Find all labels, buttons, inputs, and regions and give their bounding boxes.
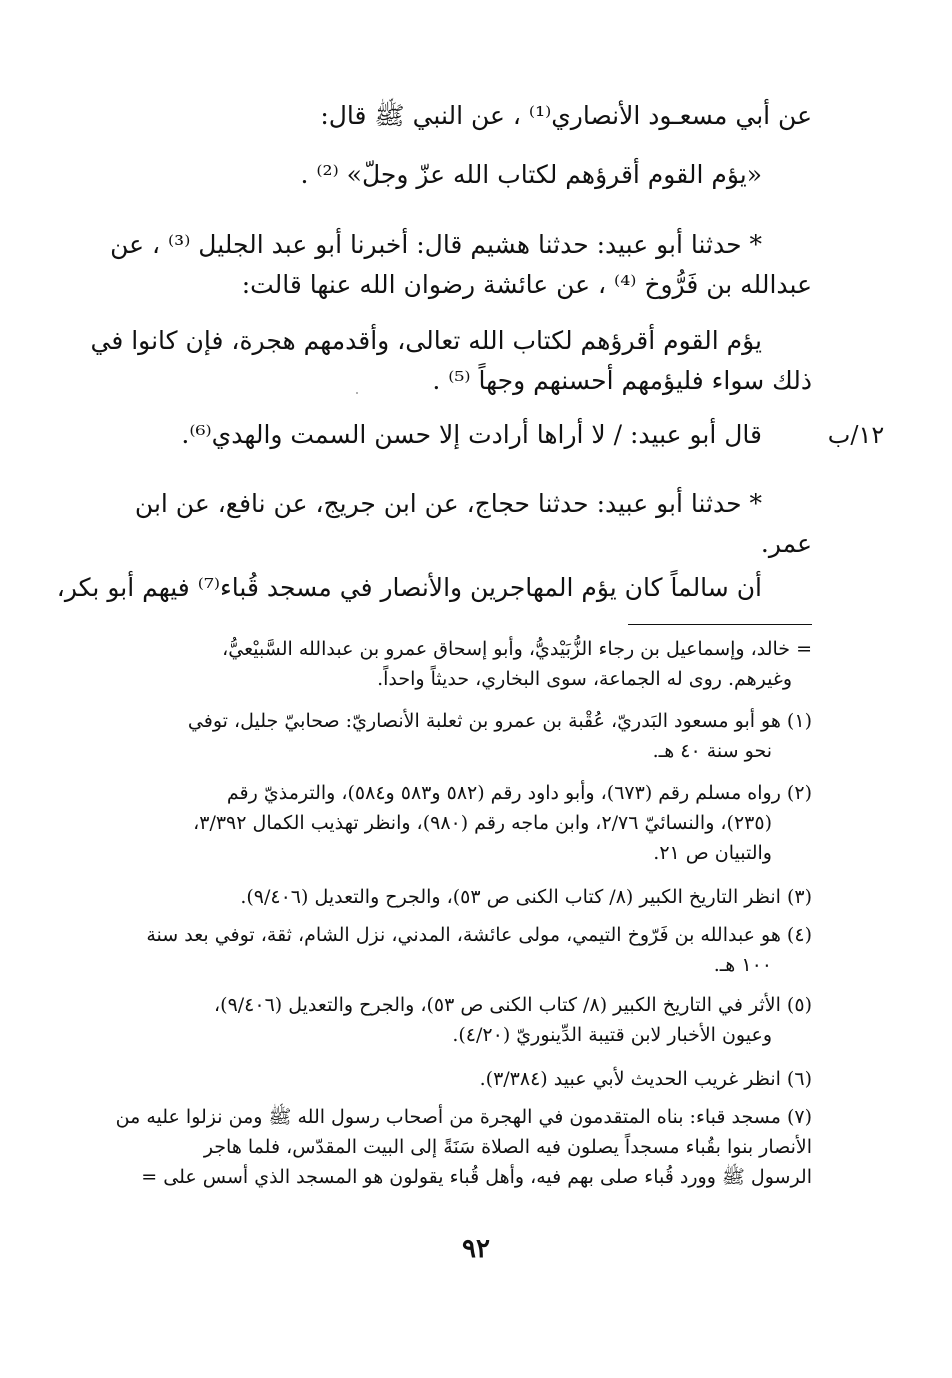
footnote-line: (١) هو أبو مسعود البَدريّ، عُقْبة بن عمرو بن ثعلبة الأنصاريّ: صحابيّ جليل، توفي <box>187 710 812 732</box>
footnote-line: ١٠٠ هـ. <box>713 954 772 976</box>
footnote-line: (٢) رواه مسلم رقم (٦٧٣)، وأبو داود رقم (٥٨٢ و٥٨٣ و٥٨٤)، والترمذيّ رقم <box>226 782 812 804</box>
footnote-line: (٥) الأثر في التاريخ الكبير (٨/ كتاب الكنى ص ٥٣)، والجرح والتعديل (٩/٤٠٦)، <box>214 994 812 1016</box>
footnote-5 <box>112 990 812 1050</box>
footnote-line: وعيون الأخبار لابن قتيبة الدِّينوريّ (٤/٢٠). <box>452 1024 772 1046</box>
main-text-line-10: أن سالماً كان يؤم المهاجرين والأنصار في مسجد قُباء⁽⁷⁾ فيهم أبو بكر، <box>56 573 762 602</box>
footnote-line: الرسول ﷺ وورد قُباء صلى بهم فيه، وأهل قُباء يقولون هو المسجد الذي أسس على = <box>141 1166 812 1188</box>
footnote-line: نحو سنة ٤٠ هـ. <box>652 740 772 762</box>
footnote-line: الأنصار بنوا بقُباء مسجداً يصلون فيه الصلاة سَنَةً إلى البيت المقدّس، فلما هاجر <box>203 1136 812 1158</box>
main-text-line-9: عمر. <box>760 529 812 558</box>
footnote-1 <box>112 706 812 766</box>
main-text-line-4: عبدالله بن فَرُّوخ ⁽⁴⁾ ، عن عائشة رضوان الله عنها قالت: <box>241 270 812 299</box>
main-text-line-5: يؤم القوم أقرؤهم لكتاب الله تعالى، وأقدمهم هجرة، فإن كانوا في <box>90 326 762 355</box>
footnote-line: (٦) انظر غريب الحديث لأبي عبيد (٣/٣٨٤). <box>479 1068 812 1090</box>
footnote-2 <box>112 778 812 868</box>
footnote-3 <box>112 882 812 912</box>
footnote-line: (٧) مسجد قباء: بناه المتقدمون في الهجرة من أصحاب رسول الله ﷺ ومن نزلوا عليه من <box>115 1106 812 1128</box>
main-text-line-2: «يؤم القوم أقرؤهم لكتاب الله عزّ وجلّ» ⁽²⁾ . <box>300 160 762 189</box>
main-text-line-6: ذلك سواء فليؤمهم أحسنهم وجهاً ⁽⁵⁾ . <box>432 366 812 395</box>
footnote-line: (٣) انظر التاريخ الكبير (٨/ كتاب الكنى ص ٥٣)، والجرح والتعديل (٩/٤٠٦). <box>240 886 812 908</box>
footnote-line: والتبيان ص ٢١. <box>653 842 772 864</box>
footnote-continuation <box>112 634 812 694</box>
footnote-separator <box>628 624 812 625</box>
main-text-line-7: قال أبو عبيد: / لا أراها أرادت إلا حسن السمت والهدي⁽⁶⁾. <box>181 420 762 449</box>
footnote-line: (٢٣٥)، والنسائيّ ٢/٧٦، وابن ماجه رقم (٩٨٠)، وانظر تهذيب الكمال ٣/٣٩٢، <box>193 812 772 834</box>
margin-folio-note: ١٢/ب <box>827 421 885 449</box>
main-text-line-1: عن أبي مسعـود الأنصاري⁽¹⁾ ، عن النبي ﷺ قال: <box>320 101 812 130</box>
page-number: ٩٢ <box>462 1234 490 1264</box>
main-text-line-3: * حدثنا أبو عبيد: حدثنا هشيم قال: أخبرنا أبو عبد الجليل ⁽³⁾ ، عن <box>110 230 762 259</box>
main-text-line-8: * حدثنا أبو عبيد: حدثنا حجاج، عن ابن جريج، عن نافع، عن ابن <box>134 489 762 518</box>
print-speck <box>356 392 358 394</box>
footnote-7 <box>112 1102 812 1192</box>
footnote-4 <box>112 920 812 980</box>
footnote-line: وغيرهم. روى له الجماعة، سوى البخاري، حديثاً واحداً. <box>377 668 792 690</box>
footnote-line: = خالد، وإسماعيل بن رجاء الزُّبَيْديُّ، وأبو إسحاق عمرو بن عبدالله السَّبيْعيُّ، <box>222 638 812 660</box>
footnote-line: (٤) هو عبدالله بن فَرّوخ التيمي، مولى عائشة، المدني، نزل الشام، ثقة، توفي بعد سنة <box>146 924 812 946</box>
footnote-6 <box>112 1064 812 1094</box>
